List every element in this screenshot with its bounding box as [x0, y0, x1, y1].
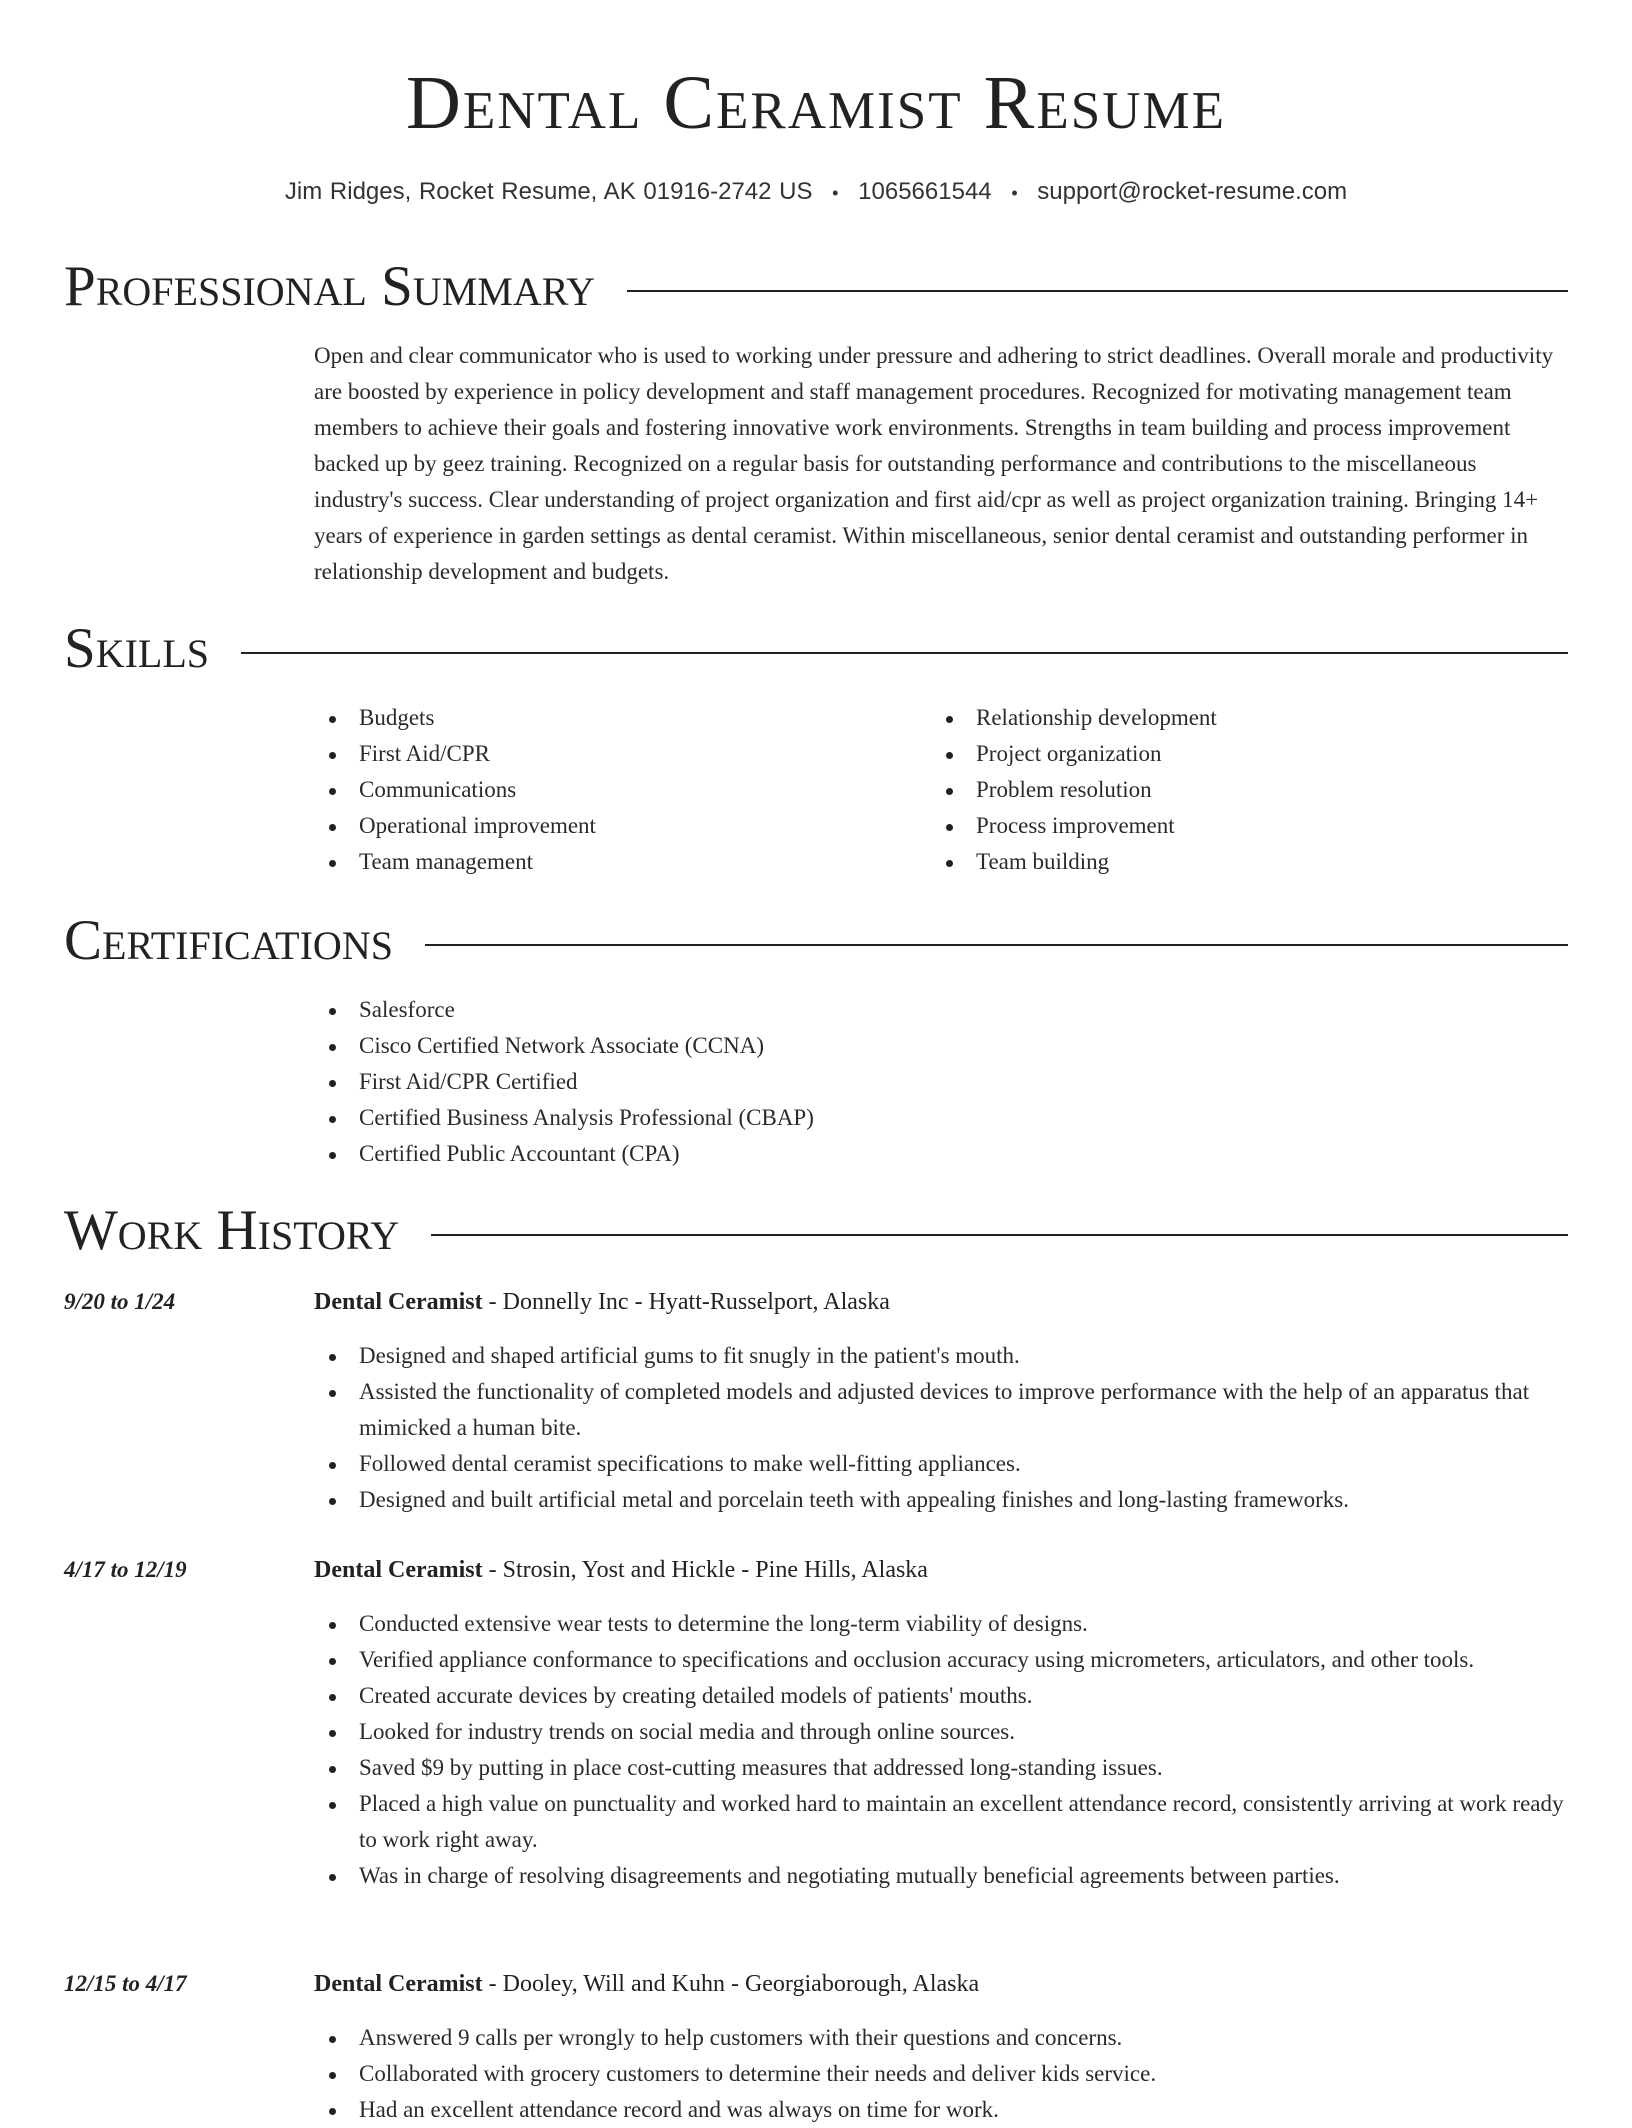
job-title: Dental Ceramist [314, 1971, 483, 1997]
summary-heading: Professional Summary [64, 255, 596, 318]
section-divider [431, 1234, 1568, 1236]
certification-item: First Aid/CPR Certified [314, 1064, 1568, 1100]
job-bullet: Created accurate devices by creating detailed models of patients' mouths. [314, 1678, 1568, 1714]
work-history-section-header [64, 1196, 1568, 1266]
job-bullets [314, 1606, 1568, 1894]
skill-item: Team management [314, 844, 914, 880]
skill-item: Team building [931, 844, 1531, 880]
work-history-heading: Work History [64, 1199, 400, 1262]
job-dates: 12/15 to 4/17 [64, 1971, 187, 1996]
job-bullet: Verified appliance conformance to specifications and occlusion accuracy using micrometers, articulators, and other tools. [314, 1642, 1568, 1678]
summary-section-header [64, 252, 1568, 322]
skills-list-left [314, 700, 914, 880]
contact-email: support@rocket-resume.com [1037, 178, 1348, 205]
certifications-block [314, 992, 1568, 1172]
job-heading [314, 1552, 928, 1588]
job-bullet: Designed and built artificial metal and porcelain teeth with appealing finishes and long-lasting frameworks. [314, 1482, 1568, 1518]
job-employer: - Strosin, Yost and Hickle - Pine Hills, Alaska [482, 1557, 928, 1583]
certification-item: Salesforce [314, 992, 1568, 1028]
section-divider [627, 290, 1568, 292]
job-employer: - Dooley, Will and Kuhn - Georgiaborough, Alaska [482, 1971, 980, 1997]
certifications-list [314, 992, 1568, 1172]
job-heading [314, 1284, 890, 1320]
contact-separator: • [832, 183, 839, 203]
job-bullet: Answered 9 calls per wrongly to help customers with their questions and concerns. [314, 2020, 1568, 2056]
resume-title: Dental Ceramist Resume [406, 61, 1226, 145]
certification-item: Cisco Certified Network Associate (CCNA) [314, 1028, 1568, 1064]
job-bullet: Saved $9 by putting in place cost-cutting measures that addressed long-standing issues. [314, 1750, 1568, 1786]
skill-item: Relationship development [931, 700, 1531, 736]
job-bullet: Was in charge of resolving disagreements and negotiating mutually beneficial agreements between parties. [314, 1858, 1568, 1894]
skills-column-left [314, 700, 914, 880]
skills-section-header [64, 614, 1568, 684]
job-bullets [314, 1338, 1568, 1518]
job-bullet: Collaborated with grocery customers to determine their needs and deliver kids service. [314, 2056, 1568, 2092]
job-bullet: Followed dental ceramist specifications to make well-fitting appliances. [314, 1446, 1568, 1482]
certifications-heading: Certifications [64, 909, 393, 972]
job-bullet: Designed and shaped artificial gums to fit snugly in the patient's mouth. [314, 1338, 1568, 1374]
skill-item: Operational improvement [314, 808, 914, 844]
job-bullet: Assisted the functionality of completed models and adjusted devices to improve performance with the help of an apparatus that mimicked a human bite. [314, 1374, 1568, 1446]
certification-item: Certified Business Analysis Professional (CBAP) [314, 1100, 1568, 1136]
contact-line [0, 174, 1632, 211]
skills-heading: Skills [64, 617, 210, 680]
job-bullet: Looked for industry trends on social media and through online sources. [314, 1714, 1568, 1750]
job-title: Dental Ceramist [314, 1289, 483, 1315]
skills-column-right [931, 700, 1531, 880]
contact-address: Jim Ridges, Rocket Resume, AK 01916-2742 US [284, 178, 813, 205]
skill-item: Process improvement [931, 808, 1531, 844]
section-divider [241, 652, 1568, 654]
job-employer: - Donnelly Inc - Hyatt-Russelport, Alaska [482, 1289, 890, 1315]
job-bullet: Had an excellent attendance record and was always on time for work. [314, 2092, 1568, 2128]
job-bullet: Placed a high value on punctuality and worked hard to maintain an excellent attendance record, consistently arriving at work ready to work right away. [314, 1786, 1568, 1858]
skill-item: Problem resolution [931, 772, 1531, 808]
job-dates: 9/20 to 1/24 [64, 1289, 176, 1314]
skill-item: Communications [314, 772, 914, 808]
job-title: Dental Ceramist [314, 1557, 483, 1583]
section-divider [425, 944, 1568, 946]
job-bullet: Conducted extensive wear tests to determine the long-term viability of designs. [314, 1606, 1568, 1642]
skill-item: Project organization [931, 736, 1531, 772]
job-heading [314, 1966, 979, 2002]
contact-separator: • [1011, 183, 1018, 203]
skills-list-right [931, 700, 1531, 880]
contact-phone: 1065661544 [858, 178, 992, 205]
skill-item: First Aid/CPR [314, 736, 914, 772]
job-dates: 4/17 to 12/19 [64, 1557, 187, 1582]
certifications-section-header [64, 906, 1568, 976]
certification-item: Certified Public Accountant (CPA) [314, 1136, 1568, 1172]
skill-item: Budgets [314, 700, 914, 736]
summary-text: Open and clear communicator who is used to working under pressure and adhering to strict deadlines. Overall morale and productivity are boosted by experience in policy development and staff management procedures. Recognized for motivating management team members to achieve their goals and fostering innovative work environments. Strengths in team building and process improvement backed up by geez training. Recognized on a regular basis for outstanding performance and contributions to the miscellaneous industry's success. Clear understanding of project organization and first aid/cpr as well as project organization training. Bringing 14+ years of experience in garden settings as dental ceramist. Within miscellaneous, senior dental ceramist and outstanding performer in relationship development and budgets. [314, 343, 1554, 584]
